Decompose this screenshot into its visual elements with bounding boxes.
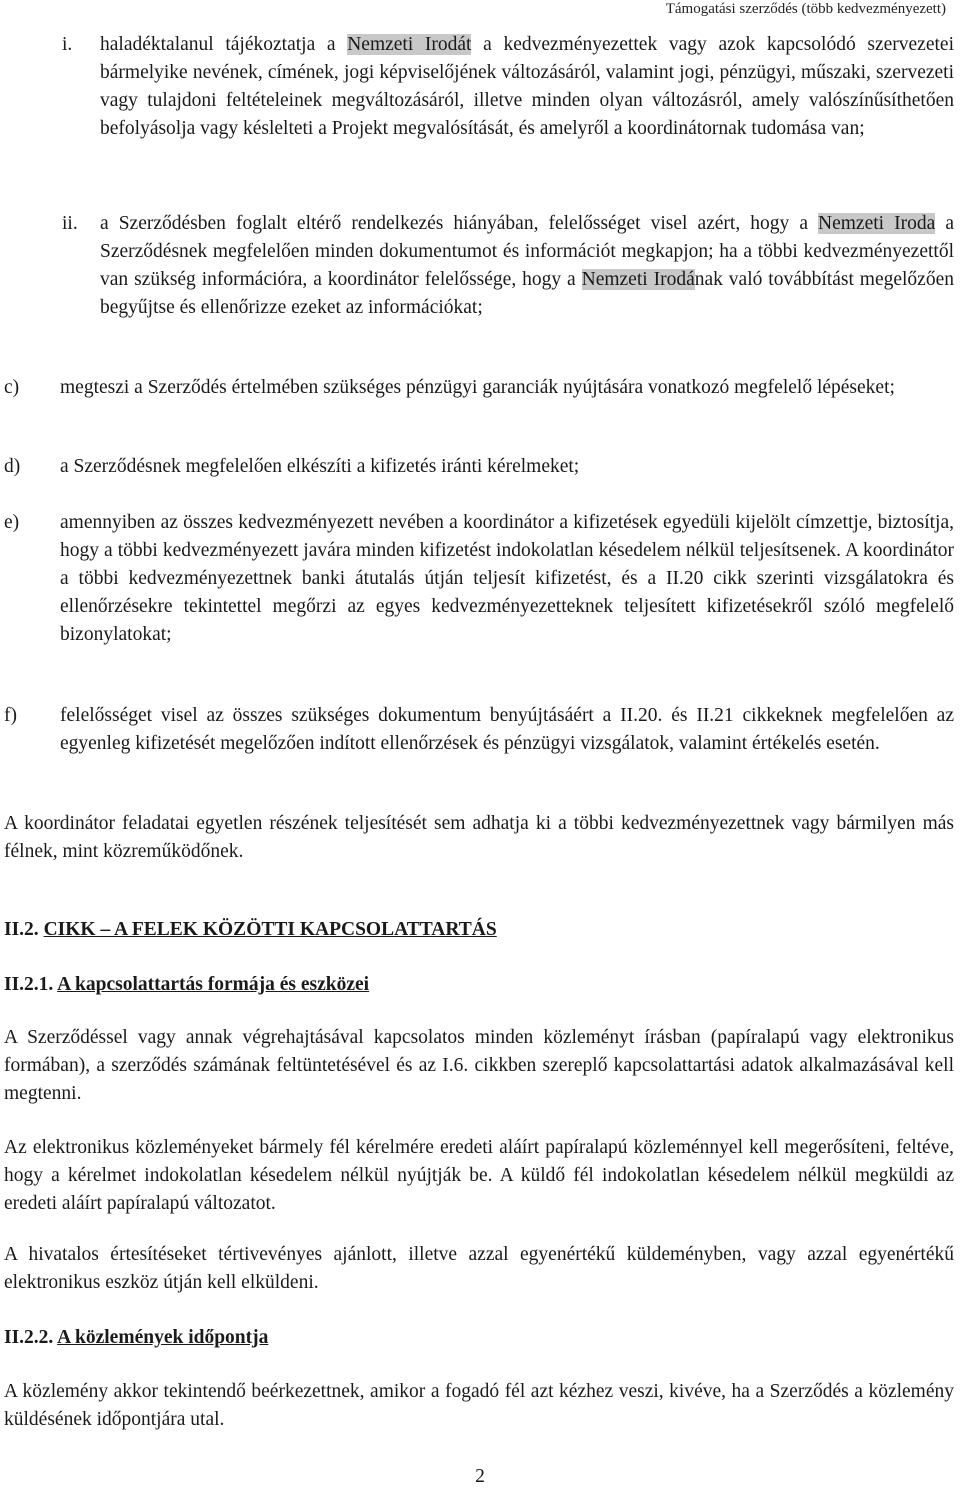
item-f-text: felelősséget visel az összes szükséges dokumentum benyújtásáért a II.20. és II.21 cikkeknek megfelelően az egyenleg kifizetését megelőzően indított ellenőrzések és pénzügyi vizsgálatok, valamint értékelés esetén. [60, 705, 954, 754]
subsection-heading-ii21: II.2.1. A kapcsolattartás formája és eszközei [4, 974, 370, 995]
item-ii-label: ii. [62, 213, 78, 234]
highlight-nemzeti-iroda: Nemzeti Iroda [818, 213, 936, 234]
paragraph-4: A közlemény akkor tekintendő beérkezettnek, amikor a fogadó fél azt kézhez veszi, kivéve, ha a Szerződés a közlemény küldésének időpontjára utal. [4, 1381, 954, 1430]
section-heading-ii2: II.2. CIKK – A FELEK KÖZÖTTI KAPCSOLATTARTÁS [4, 919, 497, 940]
paragraph-3: A hivatalos értesítéseket tértivevényes ajánlott, illetve azzal egyenértékű küldeményben, vagy azzal egyenértékű elektronikus eszköz útján kell elküldeni. [4, 1244, 954, 1293]
highlight-nemzeti-irodat: Nemzeti Irodát [347, 34, 472, 55]
item-f-label: f) [4, 705, 17, 726]
item-c-label: c) [4, 377, 20, 398]
paragraph-2: Az elektronikus közleményeket bármely fél kérelmére eredeti aláírt papíralapú közleménnyel kell megerősíteni, feltéve, hogy a kérelmet indokolatlan késedelem nélkül nyújtják be. A küldő fél indokolatlan késedelem nélkül megküldi az eredeti aláírt papíralapú változatot. [4, 1137, 954, 1214]
item-d-text: a Szerződésnek megfelelően elkészíti a kifizetés iránti kérelmeket; [60, 456, 580, 477]
paragraph-1: A Szerződéssel vagy annak végrehajtásával kapcsolatos minden közleményt írásban (papíralapú vagy elektronikus formában), a szerződés számának feltüntetésével és az I.6. cikkben szereplő kapcsolattartási adatok alkalmazásával kell megtenni. [4, 1027, 954, 1104]
item-e-text: amennyiben az összes kedvezményezett nevében a koordinátor a kifizetések egyedüli kijelölt címzettje, biztosítja, hogy a többi kedvezményezett javára minden kifizetést indokolatlan késedelem nélkül teljesítsenek. A koordinátor a többi kedvezményezettnek banki átutalás útján teljesít kifizetést, és a II.20 cikk szerinti vizsgálatokra és ellenőrzésekre tekintettel megőrzi az egyes kedvezményezetteknek teljesített kifizetésekről szóló megfelelő bizonylatokat; [60, 512, 954, 645]
highlight-nemzeti-iroda-2: Nemzeti Irodá [581, 269, 695, 290]
item-ii-text: a Szerződésben foglalt eltérő rendelkezés hiányában, felelősséget visel azért, hogy a Nemzeti Iroda a Szerződésnek megfelelően minden dokumentumot és információt megkapjon; ha a többi kedvezményezettől van szükség információra, a koordinátor felelőssége, hogy a Nemzeti Irodának való továbbítást megelőzően begyűjtse és ellenőrizze ezeket az információkat; [100, 213, 954, 318]
item-c-text: megteszi a Szerződés értelmében szükséges pénzügyi garanciák nyújtására vonatkozó megfelelő lépéseket; [60, 377, 895, 398]
item-i-label: i. [62, 34, 73, 55]
item-e-label: e) [4, 512, 20, 533]
page-number: 2 [475, 1466, 485, 1487]
item-i-text: haladéktalanul tájékoztatja a Nemzeti Irodát a kedvezményezettek vagy azok kapcsolódó szervezetei bármelyike nevének, címének, jogi képviselőjének változásáról, valamint jogi, pénzügyi, műszaki, szervezeti vagy tulajdoni feltételeinek megváltozásáról, illetve minden olyan változásról, amely valószínűsíthetően befolyásolja vagy késlelteti a Projekt megvalósítását, és amelyről a koordinátornak tudomása van; [100, 34, 954, 139]
item-d-label: d) [4, 456, 21, 477]
subsection-heading-ii22: II.2.2. A közlemények időpontja [4, 1327, 269, 1348]
page-header: Támogatási szerződés (több kedvezményezett) [665, 1, 946, 17]
paragraph-koordinator: A koordinátor feladatai egyetlen részének teljesítését sem adhatja ki a többi kedvezményezettnek vagy bármilyen más félnek, mint közreműködőnek. [4, 813, 954, 862]
